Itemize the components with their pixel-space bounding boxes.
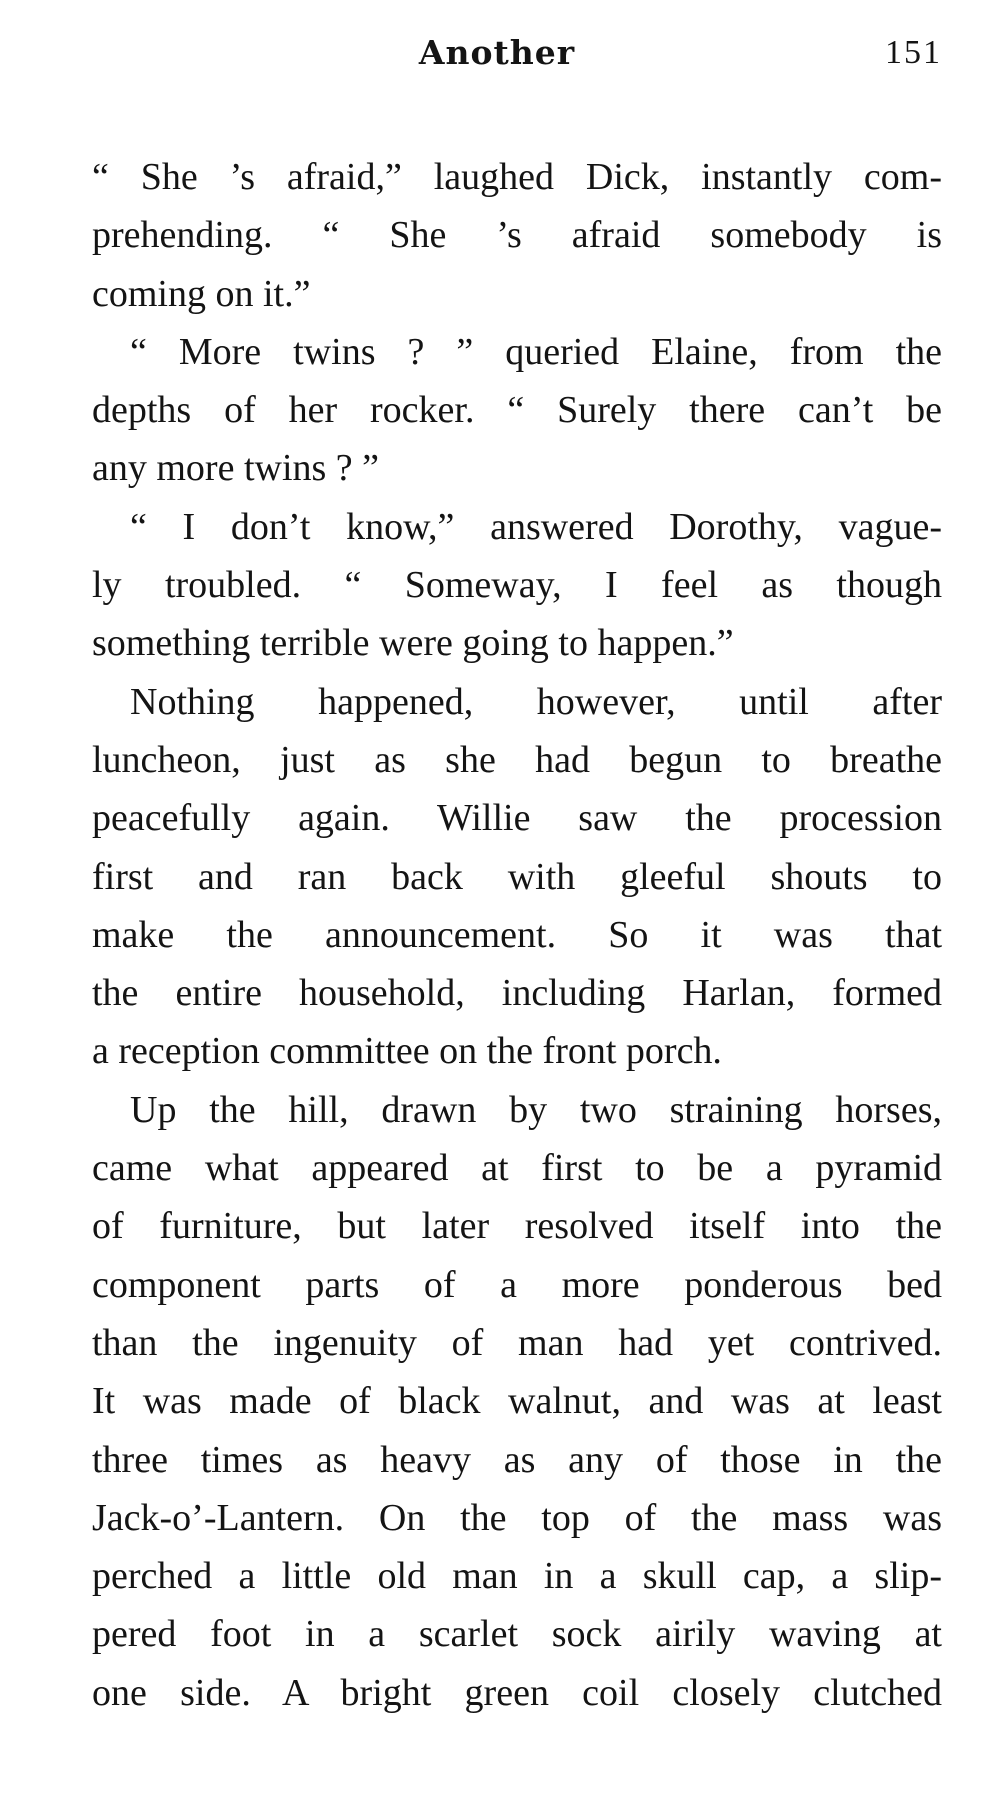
page-number: 151 [885, 34, 942, 71]
running-head [92, 28, 942, 78]
text-line: a reception committee on the front porch. [92, 1030, 722, 1073]
text-line: any more twins ? ” [92, 447, 380, 490]
text-line: coming on it.” [92, 272, 311, 315]
text-line: the entire household, including Harlan, formed [92, 972, 942, 1015]
text-line: It was made of black walnut, and was at least [92, 1380, 942, 1423]
text-line: “ More twins ? ” queried Elaine, from the [130, 330, 942, 373]
text-line: one side. A bright green coil closely clutched [92, 1671, 942, 1714]
text-line: “ I don’t know,” answered Dorothy, vague- [130, 505, 942, 548]
text-line: of furniture, but later resolved itself into the [92, 1205, 942, 1248]
text-line: make the announcement. So it was that [92, 913, 942, 956]
text-line: peacefully again. Willie saw the procession [92, 797, 942, 840]
text-line: depths of her rocker. “ Surely there can’t be [92, 389, 942, 432]
text-line: something terrible were going to happen.” [92, 622, 734, 665]
text-line: Jack-o’-Lantern. On the top of the mass was [92, 1496, 942, 1539]
text-line: perched a little old man in a skull cap, a slip- [92, 1555, 942, 1598]
text-line: ly troubled. “ Someway, I feel as though [92, 564, 942, 607]
text-line: came what appeared at first to be a pyramid [92, 1147, 942, 1190]
body-text [92, 148, 942, 1722]
text-line: three times as heavy as any of those in the [92, 1438, 942, 1481]
text-line: “ She ’s afraid,” laughed Dick, instantly com- [92, 156, 942, 198]
running-title: Another [418, 33, 576, 72]
text-line: than the ingenuity of man had yet contrived. [92, 1321, 942, 1364]
text-line: luncheon, just as she had begun to breathe [92, 738, 942, 781]
text-line: Nothing happened, however, until after [130, 680, 942, 723]
text-line: prehending. “ She ’s afraid somebody is [92, 214, 942, 257]
text-line: first and ran back with gleeful shouts to [92, 855, 942, 898]
text-line: Up the hill, drawn by two straining horses, [130, 1088, 942, 1131]
text-line: pered foot in a scarlet sock airily waving at [92, 1613, 942, 1656]
text-line: component parts of a more ponderous bed [92, 1263, 942, 1306]
